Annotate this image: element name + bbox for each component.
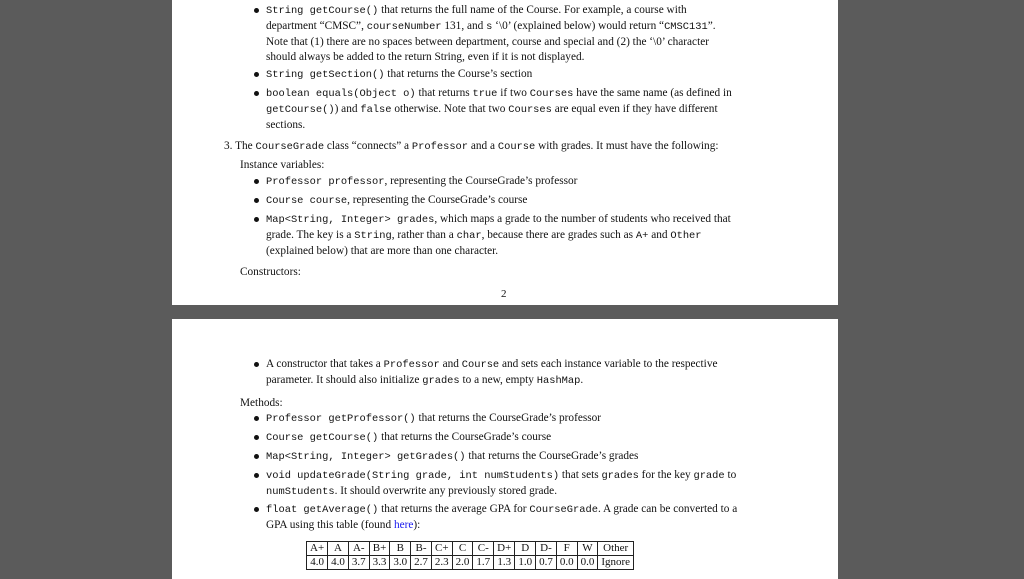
text-run: “CMSC”, [319,20,367,32]
code-text: grade [693,470,725,482]
text-run: , representing the CourseGrade’s professor [384,175,578,187]
code-text: true [472,88,498,100]
text-line [266,102,732,118]
text-run: otherwise. Note that two [391,103,509,115]
text-run: 3. The [224,140,256,152]
text-line [266,449,638,465]
code-text: void updateGrade(String grade, int numStudents) [266,470,560,482]
text-run: parameter. It should also initialize [266,374,423,386]
bullet-icon [254,179,259,184]
text-run: , representing the CourseGrade’s course [347,194,528,206]
bullet-icon [254,8,259,13]
bullet-icon [254,198,259,203]
gpa-points-cell: 3.3 [369,556,390,570]
bullet-icon [254,217,259,222]
code-text: char [456,230,482,242]
text-line [266,174,577,190]
gpa-points-cell: 3.7 [348,556,369,570]
list-item [266,357,717,389]
code-text: grades [422,375,460,387]
text-run: that returns the Course’s section [384,68,533,80]
bullet-icon [254,416,259,421]
text-run: to a new, empty [459,374,537,386]
list-item [266,430,551,446]
instance-variables-label: Instance variables: [240,159,325,171]
text-line [266,518,737,533]
gpa-points-cell: Ignore [598,556,634,570]
text-run: that returns the average GPA for [378,503,530,515]
code-text: Professor [411,141,469,153]
gpa-grade-cell: C+ [431,542,452,556]
text-line [266,3,716,19]
code-text: Course getCourse() [266,432,379,444]
text-line [266,502,737,518]
code-text: grades [601,470,639,482]
bullet-icon [254,473,259,478]
page-number: 2 [501,288,507,300]
text-line [266,468,736,484]
text-run: , which maps a grade to the number of students who received that [434,213,731,225]
text-run: for the key [638,469,694,481]
code-text: Courses [529,88,574,100]
code-text: float getAverage() [266,504,379,516]
text-line [266,411,601,427]
text-line [266,430,551,446]
text-run: are equal even if they have different [551,103,718,115]
text-line [266,484,736,500]
constructors-label: Constructors: [240,266,301,278]
text-line [266,35,716,50]
text-line [266,357,717,373]
text-run: , rather than a [391,229,457,241]
code-text: String getSection() [266,69,385,81]
item-3-coursegrade-intro [224,139,719,155]
text-run: . A grade can be converted to a [597,503,738,515]
text-line [266,212,731,228]
text-line [266,86,732,102]
code-text: Professor [383,359,440,371]
text-run: (explained below) that are more than one character. [266,245,499,257]
text-run: 131, and [441,20,487,32]
gpa-points-cell: 2.7 [411,556,432,570]
bullet-icon [254,72,259,77]
text-run: and [648,229,671,241]
text-run: GPA using this table (found [266,519,394,531]
code-text: s [486,21,493,33]
code-text: CourseGrade [529,504,598,516]
text-line [266,244,731,259]
gpa-points-cell: 1.0 [515,556,536,570]
gpa-points-cell: 4.0 [328,556,349,570]
text-line [266,193,527,209]
text-run: grade. The key is a [266,229,355,241]
gpa-points-cell: 0.0 [556,556,577,570]
bullet-icon [254,91,259,96]
text-run: sections. [266,119,306,131]
gpa-grade-cell: A+ [307,542,328,556]
code-text: HashMap [536,375,581,387]
text-run: and [439,358,462,370]
list-item [266,174,577,190]
bullet-icon [254,507,259,512]
code-text: A+ [635,230,649,242]
text-run: ‘\0’ (explained below) would return “ [492,20,665,32]
gpa-grade-cell: D- [536,542,557,556]
gpa-grade-cell: B+ [369,542,390,556]
text-line [266,118,732,133]
bullet-icon [254,454,259,459]
text-run: that returns [415,87,473,99]
gpa-table-grade-row [307,542,634,556]
gpa-grade-cell: A [328,542,349,556]
document-page-2 [172,319,838,579]
code-text: CourseGrade [255,141,325,153]
text-line [266,19,716,35]
text-run: if two [497,87,530,99]
text-run: and sets each instance variable to the respective [499,358,718,370]
code-text: Professor getProfessor() [266,413,416,425]
table-source-link[interactable]: here [393,519,414,531]
text-run: . [580,374,584,386]
gpa-grade-cell: Other [598,542,634,556]
code-text: getCourse() [266,104,335,116]
list-item [266,449,638,465]
gpa-grade-cell: F [556,542,577,556]
text-run: to [724,469,737,481]
text-line [266,50,716,65]
gpa-grade-cell: B [390,542,411,556]
code-text: Courses [508,104,552,116]
code-text: Map<String, Integer> grades [266,214,435,226]
text-line [266,67,532,83]
gpa-points-cell: 0.7 [536,556,557,570]
gpa-grade-cell: B- [411,542,432,556]
gpa-points-cell: 3.0 [390,556,411,570]
gpa-grade-cell: C- [473,542,494,556]
document-page-1 [172,0,838,305]
text-run: . It should overwrite any previously stored grade. [334,485,558,497]
code-text: CMSC131 [664,21,708,33]
code-text: Course [497,141,536,153]
gpa-points-cell: 4.0 [307,556,328,570]
list-item [266,193,527,209]
code-text: Other [670,230,702,242]
text-run: that returns the CourseGrade’s grades [465,450,639,462]
text-run: ) and [334,103,361,115]
gpa-points-cell: 2.3 [431,556,452,570]
gpa-grade-cell: D [515,542,536,556]
text-run: department [266,20,320,32]
text-run: ): [413,519,421,531]
bullet-icon [254,435,259,440]
code-text: courseNumber [366,21,442,33]
code-text: String [354,230,392,242]
gpa-points-cell: 1.7 [473,556,494,570]
text-run: that returns the full name of the Course. For example, a course with [378,4,687,16]
gpa-points-cell: 0.0 [577,556,598,570]
text-line [266,373,717,389]
text-run: A constructor that takes a [266,358,384,370]
gpa-grade-cell: D+ [494,542,515,556]
list-item [266,411,601,427]
text-line [266,228,731,244]
code-text: String getCourse() [266,5,379,17]
gpa-grade-cell: W [577,542,598,556]
list-item [266,468,736,500]
gpa-grade-cell: C [452,542,473,556]
text-run: have the same name (as defined in [573,87,732,99]
code-text: Professor professor [266,176,385,188]
bullet-icon [254,362,259,367]
code-text: numStudents [266,486,335,498]
code-text: false [360,104,392,116]
code-text: Course course [266,195,348,207]
text-run: with grades. It must have the following: [535,140,719,152]
code-text: boolean equals(Object o) [266,88,416,100]
code-text: Course [461,359,500,371]
text-run: Note that (1) there are no spaces between department, course and special and (2) the ‘\0’ character [266,36,709,48]
text-run: and a [468,140,498,152]
list-item [266,67,532,83]
gpa-points-cell: 1.3 [494,556,515,570]
list-item [266,212,731,259]
text-run: should always be added to the return String, even if it is not displayed. [266,51,585,63]
text-run: that returns the CourseGrade’s course [378,431,552,443]
gpa-table-points-row [307,556,634,570]
text-run: ”. [707,20,716,32]
list-item [266,3,716,65]
text-run: that returns the CourseGrade’s professor [415,412,602,424]
gpa-conversion-table [306,541,634,570]
text-run: that sets [559,469,602,481]
list-item [266,86,732,133]
methods-label: Methods: [240,397,283,409]
gpa-grade-cell: A- [348,542,369,556]
text-run: class “connects” a [324,140,412,152]
code-text: Map<String, Integer> getGrades() [266,451,466,463]
text-run: , because there are grades such as [481,229,636,241]
list-item [266,502,737,533]
gpa-points-cell: 2.0 [452,556,473,570]
